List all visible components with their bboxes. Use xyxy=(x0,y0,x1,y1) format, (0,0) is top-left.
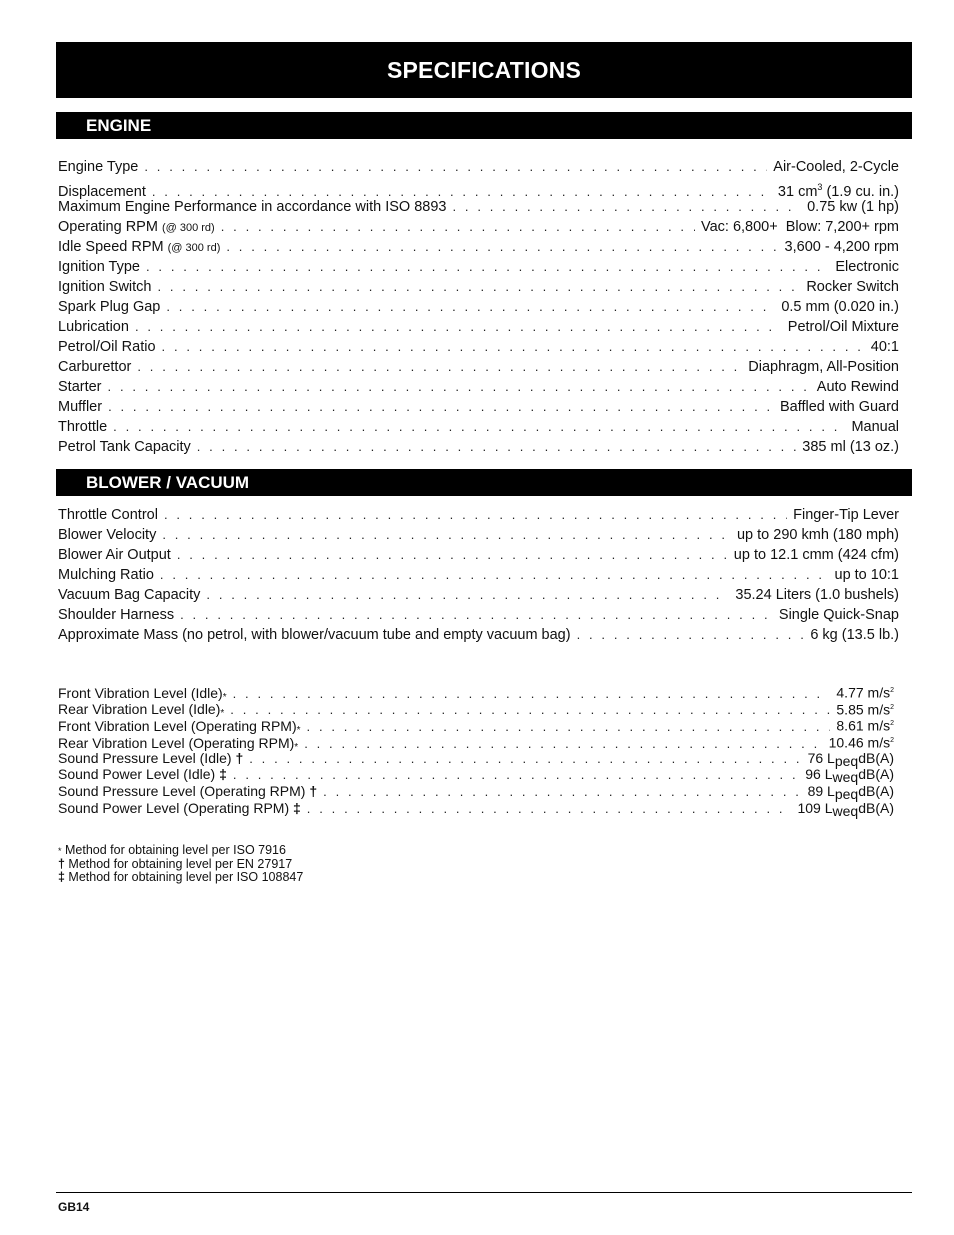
spec-row xyxy=(58,357,899,377)
leader-dots xyxy=(158,277,801,297)
level-label xyxy=(58,766,227,783)
leader-dots xyxy=(206,585,729,605)
value-main: 109 L xyxy=(797,799,833,816)
spec-value: up to 290 kmh (180 mph) xyxy=(736,527,899,543)
spec-label: Petrol/Oil Ratio xyxy=(58,339,156,355)
spec-row xyxy=(58,525,899,545)
spec-label: Blower Air Output xyxy=(58,547,171,563)
spec-row xyxy=(58,297,899,317)
level-label xyxy=(58,800,301,817)
leader-dots xyxy=(307,719,831,736)
level-row xyxy=(58,783,894,803)
spec-label-text: Idle Speed RPM xyxy=(58,239,168,255)
leader-dots xyxy=(146,257,829,277)
asterisk-mark: * xyxy=(296,725,301,737)
spec-row xyxy=(58,397,899,417)
spec-value: 35.24 Liters (1.0 bushels) xyxy=(735,587,899,603)
spec-value: Single Quick-Snap xyxy=(778,607,899,623)
spec-value: 40:1 xyxy=(870,339,899,355)
footnote xyxy=(58,844,303,858)
leader-dots xyxy=(307,801,792,818)
value-subscript: peq xyxy=(834,786,859,803)
spec-value: Petrol/Oil Mixture xyxy=(787,319,899,335)
asterisk-mark: * xyxy=(294,741,299,753)
value-subscript: weq xyxy=(832,802,859,819)
spec-label xyxy=(58,237,220,258)
level-value xyxy=(829,733,894,751)
leader-dots xyxy=(162,525,731,545)
level-label-text: Sound Power Level (Operating RPM) xyxy=(58,799,293,816)
footnotes xyxy=(58,844,303,884)
leader-dots xyxy=(160,565,829,585)
footnote-text: Method for obtaining level per ISO 7916 xyxy=(61,843,286,857)
spec-value: Electronic xyxy=(835,259,899,275)
asterisk-mark: * xyxy=(220,708,225,720)
leader-dots xyxy=(166,297,775,317)
value-main: 89 L xyxy=(807,783,835,800)
value-superscript: 2 xyxy=(890,720,894,728)
spec-label: Engine Type xyxy=(58,159,139,175)
leader-dots xyxy=(226,237,778,257)
spec-row xyxy=(58,565,899,585)
value-superscript: 2 xyxy=(890,737,894,745)
spec-value: Baffled with Guard xyxy=(779,399,899,415)
level-label-text: Sound Pressure Level (Idle) xyxy=(58,749,236,766)
leader-dots xyxy=(577,625,805,645)
value-superscript: 2 xyxy=(890,687,894,694)
leader-dots xyxy=(249,751,801,768)
footnote-text: Method for obtaining level per EN 27917 xyxy=(64,857,293,871)
spec-row xyxy=(58,317,899,337)
level-row xyxy=(58,800,894,817)
spec-value: Auto Rewind xyxy=(816,379,899,395)
level-label xyxy=(58,783,317,800)
value-main: 96 L xyxy=(805,766,833,783)
spec-row xyxy=(58,545,899,565)
spec-label: Starter xyxy=(58,379,102,395)
spec-label: Carburettor xyxy=(58,359,132,375)
level-label-text: Front Vibration Level (Idle) xyxy=(58,684,223,701)
spec-row xyxy=(58,605,899,625)
spec-row xyxy=(58,337,899,357)
spec-value: 385 ml (13 oz.) xyxy=(802,439,899,455)
spec-label-note: (@ 300 rd) xyxy=(167,242,221,254)
leader-dots xyxy=(233,686,831,703)
asterisk-symbol: * xyxy=(58,846,62,856)
level-value xyxy=(836,683,894,701)
leader-dots xyxy=(177,545,728,565)
level-label-text: Sound Power Level (Idle) xyxy=(58,766,220,783)
leader-dots xyxy=(197,437,797,457)
spec-value: up to 12.1 cmm (424 cfm) xyxy=(733,547,899,563)
spec-label: Muffler xyxy=(58,399,103,415)
spec-value: 0.75 kw (1 hp) xyxy=(807,199,899,215)
page-number: GB14 xyxy=(58,1200,90,1214)
leader-dots xyxy=(135,317,782,337)
spec-row xyxy=(58,437,899,457)
leader-dots xyxy=(137,357,742,377)
blower-section-heading: BLOWER / VACUUM xyxy=(56,469,912,496)
value-tail: dB(A) xyxy=(858,749,894,766)
level-row xyxy=(58,733,894,753)
value-main: 8.61 m/s xyxy=(836,718,891,735)
spec-value: Manual xyxy=(851,419,899,435)
value-main: 4.77 m/s xyxy=(836,684,891,701)
value-superscript: 3 xyxy=(817,182,823,192)
leader-dots xyxy=(164,505,787,525)
level-row xyxy=(58,683,894,703)
spec-value: Air-Cooled, 2-Cycle xyxy=(773,159,899,175)
footer-divider xyxy=(56,1192,912,1193)
spec-row xyxy=(58,257,899,277)
footnote-text: Method for obtaining level per ISO 108847 xyxy=(64,870,304,884)
spec-row xyxy=(58,625,899,645)
leader-dots xyxy=(144,157,767,177)
spec-value: 6 kg (13.5 lb.) xyxy=(810,627,899,643)
leader-dots xyxy=(108,397,774,417)
asterisk-mark: * xyxy=(222,691,227,703)
footnote xyxy=(58,871,303,884)
double-dagger-symbol: ‡ xyxy=(58,870,65,884)
dagger-mark: † xyxy=(235,749,244,766)
double-dagger-mark: ‡ xyxy=(293,799,301,816)
leader-dots xyxy=(221,217,695,237)
value-tail: (1.9 cu. in.) xyxy=(822,183,899,200)
spec-label: Displacement xyxy=(58,183,146,200)
spec-row xyxy=(58,417,899,437)
value-subscript: peq xyxy=(834,752,859,769)
spec-value: up to 10:1 xyxy=(834,567,899,583)
value-main: 10.46 m/s xyxy=(828,734,891,751)
spec-row xyxy=(58,277,899,297)
leader-dots xyxy=(162,337,865,357)
spec-label: Throttle Control xyxy=(58,507,158,523)
spec-label xyxy=(58,217,215,238)
leader-dots xyxy=(323,784,801,801)
spec-value: Finger-Tip Lever xyxy=(793,507,899,523)
level-value xyxy=(797,800,894,820)
spec-label: Spark Plug Gap xyxy=(58,299,161,315)
spec-label-note: (@ 300 rd) xyxy=(161,222,215,234)
spec-label: Maximum Engine Performance in accordance with ISO 8893 xyxy=(58,199,447,215)
level-label-text: Rear Vibration Level (Operating RPM) xyxy=(58,734,295,751)
value-tail: dB(A) xyxy=(858,783,894,800)
spec-label: Petrol Tank Capacity xyxy=(58,439,191,455)
spec-label: Mulching Ratio xyxy=(58,567,154,583)
level-label xyxy=(58,750,243,767)
level-row xyxy=(58,766,894,786)
double-dagger-mark: ‡ xyxy=(219,766,227,783)
level-row xyxy=(58,716,894,737)
leader-dots xyxy=(113,417,845,437)
spec-row xyxy=(58,157,899,177)
spec-row xyxy=(58,585,899,605)
value-tail: dB(A) xyxy=(858,799,894,816)
level-row xyxy=(58,750,894,767)
value-main: 31 cm xyxy=(777,183,818,200)
value-subscript: weq xyxy=(832,769,859,786)
level-value xyxy=(836,700,894,718)
leader-dots xyxy=(180,605,773,625)
spec-row xyxy=(58,377,899,397)
spec-label: Lubrication xyxy=(58,319,129,335)
level-value xyxy=(836,716,894,734)
spec-row xyxy=(58,505,899,525)
spec-label: Approximate Mass (no petrol, with blower/vacuum tube and empty vacuum bag) xyxy=(58,627,571,643)
dagger-symbol: † xyxy=(58,857,65,871)
spec-value: 3,600 - 4,200 rpm xyxy=(784,239,899,255)
spec-label: Throttle xyxy=(58,419,108,435)
level-label-text: Rear Vibration Level (Idle) xyxy=(58,701,221,718)
page-title: SPECIFICATIONS xyxy=(56,42,912,98)
spec-label: Ignition Type xyxy=(58,259,140,275)
engine-section-heading: ENGINE xyxy=(56,112,912,139)
leader-dots xyxy=(108,377,811,397)
value-superscript: 2 xyxy=(890,703,894,711)
vibration-sound-list xyxy=(58,683,894,817)
level-label-text: Front Vibration Level (Operating RPM) xyxy=(58,718,297,735)
level-row xyxy=(58,700,894,720)
spec-row xyxy=(58,217,899,237)
dagger-mark: † xyxy=(309,783,318,800)
blower-spec-list xyxy=(58,505,899,645)
value-main: 5.85 m/s xyxy=(836,701,891,718)
spec-label: Ignition Switch xyxy=(58,279,152,295)
leader-dots xyxy=(233,767,799,784)
spec-row xyxy=(58,237,899,257)
leader-dots xyxy=(230,702,830,719)
spec-value: Diaphragm, All-Position xyxy=(748,359,899,375)
spec-value: Rocker Switch xyxy=(806,279,899,295)
value-main: 76 L xyxy=(807,749,835,766)
level-label-text: Sound Pressure Level (Operating RPM) xyxy=(58,783,310,800)
spec-row xyxy=(58,177,899,200)
spec-label: Blower Velocity xyxy=(58,527,157,543)
spec-label: Vacuum Bag Capacity xyxy=(58,587,201,603)
spec-label: Shoulder Harness xyxy=(58,607,175,623)
spec-label-text: Operating RPM xyxy=(58,219,162,235)
spec-value: 0.5 mm (0.020 in.) xyxy=(781,299,899,315)
leader-dots xyxy=(452,197,801,217)
value-tail: dB(A) xyxy=(858,766,894,783)
spec-row xyxy=(58,197,899,217)
spec-value: Vac: 6,800+ Blow: 7,200+ rpm xyxy=(700,219,899,235)
engine-spec-list xyxy=(58,157,899,457)
